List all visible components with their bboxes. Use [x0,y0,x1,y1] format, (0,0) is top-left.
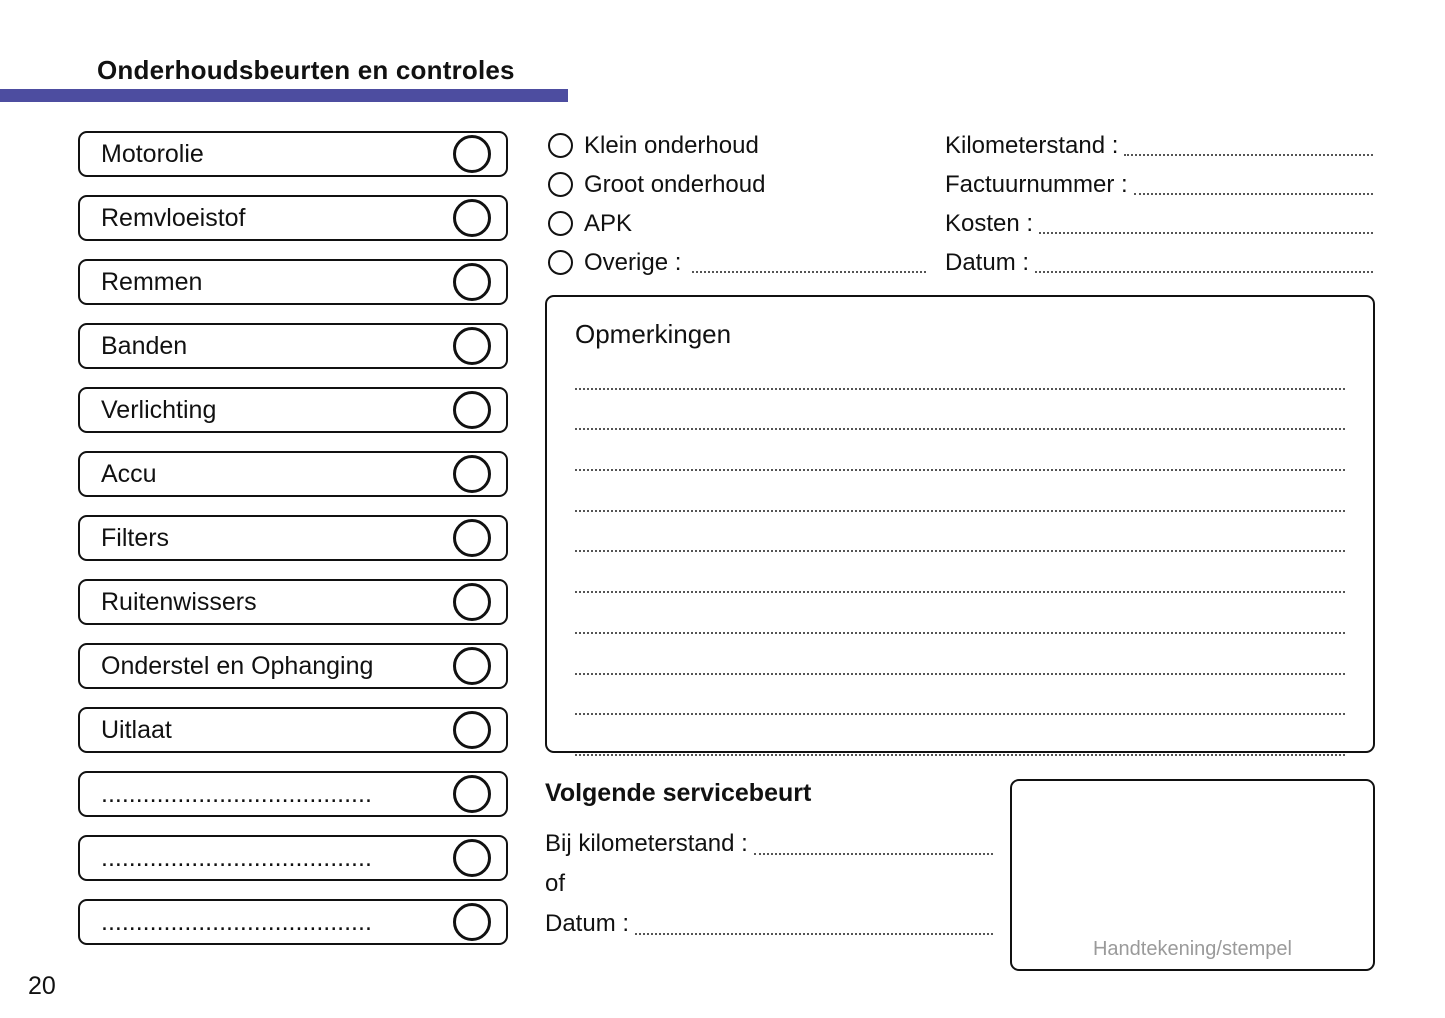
checklist-item-blank-line[interactable]: ....................................... [101,779,372,808]
option-klein-onderhoud [548,126,926,165]
page-title: Onderhoudsbeurten en controles [97,55,515,85]
radio-circle[interactable] [548,133,573,158]
next-service-date-fill-in-line[interactable] [635,933,993,935]
factuurnummer-fill-in-line[interactable] [1134,193,1373,195]
checkbox-circle[interactable] [453,775,491,813]
checkbox-circle[interactable] [453,391,491,429]
opmerkingen-write-line[interactable] [575,634,1345,675]
field-factuurnummer [945,165,1373,204]
checklist-item-uitlaat [78,707,508,753]
datum-fill-in-line[interactable] [1035,271,1373,273]
option-groot-onderhoud [548,165,926,204]
checkbox-circle[interactable] [453,647,491,685]
checklist-item-label: Verlichting [101,395,217,424]
checklist-item-banden [78,323,508,369]
overige-fill-in-line[interactable] [692,271,926,273]
checkbox-circle[interactable] [453,135,491,173]
next-service-section [545,779,993,944]
checklist-item-label: Filters [101,523,170,552]
checklist-item-onderstel-en-ophanging [78,643,508,689]
field-label: Bij kilometerstand : [545,830,748,857]
checklist-item-custom-1 [78,771,508,817]
field-label: Kosten : [945,209,1034,237]
checklist-item-blank-line[interactable]: ....................................... [101,843,372,872]
page-number: 20 [28,972,56,1000]
checklist-item-label: Remvloeistof [101,203,246,232]
field-label: Datum : [545,910,630,937]
radio-circle[interactable] [548,172,573,197]
service-type-options [548,126,926,282]
field-label: Datum : [945,248,1030,276]
checklist-item-label: Motorolie [101,139,204,168]
checklist-item-remmen [78,259,508,305]
radio-circle[interactable] [548,211,573,236]
checklist-item-label: Onderstel en Ophanging [101,651,374,680]
kilometerstand-fill-in-line[interactable] [1124,154,1373,156]
signature-stamp-box[interactable] [1010,779,1375,971]
field-label: Factuurnummer : [945,170,1128,198]
option-label: Overige : [584,248,682,276]
field-kilometerstand [945,126,1373,165]
checklist-item-label: Remmen [101,267,203,296]
checklist-item-custom-2 [78,835,508,881]
checklist-item-ruitenwissers [78,579,508,625]
opmerkingen-write-line[interactable] [575,593,1345,634]
accent-bar [0,89,568,102]
field-label: Kilometerstand : [945,131,1119,159]
radio-circle[interactable] [548,250,573,275]
checkbox-circle[interactable] [453,263,491,301]
field-kosten [945,204,1373,243]
opmerkingen-write-line[interactable] [575,471,1345,512]
option-label: Groot onderhoud [584,170,766,198]
checkbox-circle[interactable] [453,455,491,493]
next-service-kilometer-fill-in-line[interactable] [754,853,993,855]
checkbox-circle[interactable] [453,839,491,877]
opmerkingen-write-line[interactable] [575,349,1345,390]
field-datum [945,243,1373,282]
opmerkingen-write-line[interactable] [575,715,1345,756]
maintenance-checklist [78,131,508,945]
opmerkingen-title: Opmerkingen [575,319,732,349]
checklist-item-label: Banden [101,331,188,360]
checklist-item-label: Ruitenwissers [101,587,257,616]
signature-stamp-label: Handtekening/stempel [1092,938,1292,960]
checklist-item-filters [78,515,508,561]
option-overige [548,243,926,282]
checklist-item-label: Accu [101,459,157,488]
opmerkingen-box [545,295,1375,753]
opmerkingen-write-line[interactable] [575,552,1345,593]
kosten-fill-in-line[interactable] [1039,232,1373,234]
opmerkingen-write-line[interactable] [575,430,1345,471]
checkbox-circle[interactable] [453,327,491,365]
checkbox-circle[interactable] [453,711,491,749]
checkbox-circle[interactable] [453,903,491,941]
checkbox-circle[interactable] [453,199,491,237]
next-service-title: Volgende servicebeurt [545,779,812,807]
option-label: APK [584,209,633,237]
checkbox-circle[interactable] [453,519,491,557]
checkbox-circle[interactable] [453,583,491,621]
service-record-fields [945,126,1373,282]
next-service-kilometer-row [545,824,993,864]
checklist-item-label: Uitlaat [101,715,172,744]
next-service-date-row [545,904,993,944]
or-label: of [545,870,566,897]
opmerkingen-write-line[interactable] [575,390,1345,431]
checklist-item-custom-3 [78,899,508,945]
next-service-or-row [545,864,993,904]
option-label: Klein onderhoud [584,131,759,159]
checklist-item-blank-line[interactable]: ....................................... [101,907,372,936]
checklist-item-remvloeistof [78,195,508,241]
option-apk [548,204,926,243]
checklist-item-motorolie [78,131,508,177]
checklist-item-verlichting [78,387,508,433]
checklist-item-accu [78,451,508,497]
opmerkingen-write-line[interactable] [575,512,1345,553]
opmerkingen-write-line[interactable] [575,675,1345,716]
